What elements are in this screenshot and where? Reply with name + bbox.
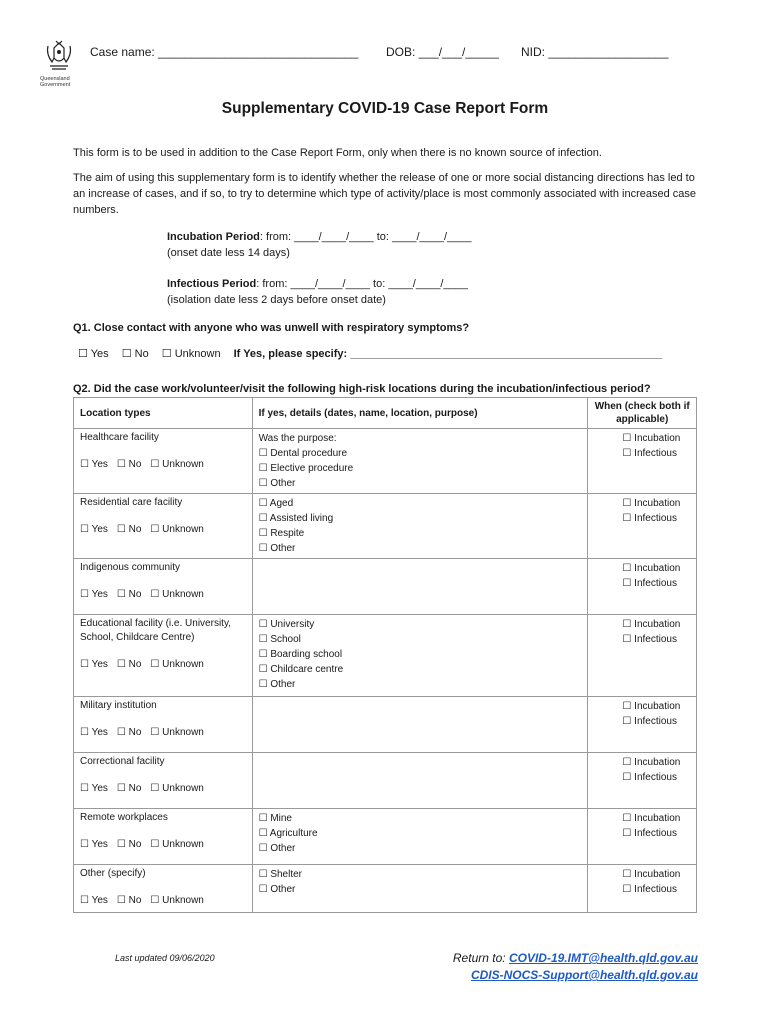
aim-text: The aim of using this supplementary form is to identify whether the release of one or more social distancing directions has led to an increase of cases, and if so, to try to determine which type of activity/place is most commonly associated with increased case numbers. [73, 172, 697, 216]
q1-yes-checkbox[interactable]: ☐ Yes [78, 348, 109, 360]
location-answer [80, 524, 246, 535]
infectious-note: (isolation date less 2 days before onset date) [167, 294, 386, 306]
infectious-checkbox[interactable]: ☐ Infectious [622, 448, 677, 459]
location-cell [74, 615, 253, 697]
page-title: Supplementary COVID-19 Case Report Form [221, 100, 549, 117]
details-option-checkbox[interactable]: ☐ Other [258, 478, 296, 489]
return-to [430, 950, 698, 984]
location-answer [80, 783, 246, 794]
location-answer [80, 839, 246, 850]
details-option-checkbox[interactable]: ☐ Other [258, 884, 296, 895]
location-cell [74, 559, 253, 615]
infectious-checkbox[interactable]: ☐ Infectious [622, 634, 677, 645]
qld-government-logo [40, 40, 78, 92]
no-checkbox[interactable]: ☐ No [116, 459, 142, 470]
table-header-row [74, 398, 697, 429]
when-cell [588, 809, 697, 865]
q1-unknown-checkbox[interactable]: ☐ Unknown [161, 348, 221, 360]
details-option-checkbox[interactable]: ☐ Boarding school [258, 649, 343, 660]
location-cell [74, 429, 253, 494]
details-option-checkbox[interactable]: ☐ Other [258, 543, 296, 554]
details-option-checkbox[interactable]: ☐ Shelter [258, 869, 303, 880]
when-cell [588, 559, 697, 615]
when-cell [588, 753, 697, 809]
logo-text: Queensland Government [40, 76, 71, 88]
details-option-checkbox[interactable]: ☐ Childcare centre [258, 664, 344, 675]
unknown-checkbox[interactable]: ☐ Unknown [150, 524, 204, 535]
location-cell [74, 865, 253, 913]
details-option-checkbox[interactable]: ☐ Assisted living [258, 513, 334, 524]
infectious-checkbox[interactable]: ☐ Infectious [622, 828, 677, 839]
location-answer [80, 659, 246, 670]
infectious-checkbox[interactable]: ☐ Infectious [622, 578, 677, 589]
yes-checkbox[interactable]: ☐ Yes [80, 839, 108, 850]
location-name: Other (specify) [80, 868, 146, 879]
table-row [74, 697, 697, 753]
unknown-checkbox[interactable]: ☐ Unknown [150, 659, 204, 670]
unknown-checkbox[interactable]: ☐ Unknown [150, 895, 204, 906]
infectious-checkbox[interactable]: ☐ Infectious [622, 513, 677, 524]
details-cell[interactable] [252, 494, 588, 559]
when-cell [588, 865, 697, 913]
no-checkbox[interactable]: ☐ No [116, 659, 142, 670]
location-name: Healthcare facility [80, 432, 159, 443]
details-option-checkbox[interactable]: ☐ Respite [258, 528, 305, 539]
location-cell [74, 753, 253, 809]
no-checkbox[interactable]: ☐ No [116, 524, 142, 535]
location-answer [80, 459, 246, 470]
no-checkbox[interactable]: ☐ No [116, 895, 142, 906]
unknown-checkbox[interactable]: ☐ Unknown [150, 727, 204, 738]
table-row [74, 865, 697, 913]
intro-text: This form is to be used in addition to the Case Report Form, only when there is no known source of infection. [73, 147, 602, 159]
details-cell[interactable] [252, 615, 588, 697]
details-option-checkbox[interactable]: ☐ Elective procedure [258, 463, 354, 474]
yes-checkbox[interactable]: ☐ Yes [80, 727, 108, 738]
table-row [74, 559, 697, 615]
incubation-label: Incubation Period [167, 231, 260, 243]
locations-table [73, 397, 697, 913]
incubation-checkbox[interactable]: ☐ Incubation [622, 813, 681, 824]
location-answer [80, 589, 246, 600]
location-name: Educational facility (i.e. University, School, Childcare Centre) [80, 618, 231, 643]
when-cell [588, 494, 697, 559]
details-cell[interactable] [252, 865, 588, 913]
details-prompt: Was the purpose: [258, 433, 337, 444]
header-location-types: Location types [74, 398, 253, 429]
yes-checkbox[interactable]: ☐ Yes [80, 589, 108, 600]
infectious-range[interactable]: : from: ____/____/____ to: ____/____/____ [256, 278, 468, 290]
q1-no-checkbox[interactable]: ☐ No [121, 348, 149, 360]
table-row [74, 753, 697, 809]
unknown-checkbox[interactable]: ☐ Unknown [150, 839, 204, 850]
case-name-field[interactable]: Case name: ______________________________ [90, 45, 359, 59]
location-name: Correctional facility [80, 756, 165, 767]
details-cell[interactable] [252, 753, 588, 809]
return-label: Return to: [452, 951, 506, 965]
infectious-checkbox[interactable]: ☐ Infectious [622, 772, 677, 783]
location-name: Military institution [80, 700, 157, 711]
details-option-checkbox[interactable]: ☐ University [258, 619, 315, 630]
incubation-checkbox[interactable]: ☐ Incubation [622, 869, 681, 880]
incubation-checkbox[interactable]: ☐ Incubation [622, 563, 681, 574]
q1-question: Q1. Close contact with anyone who was unwell with respiratory symptoms? [73, 322, 470, 334]
no-checkbox[interactable]: ☐ No [116, 839, 142, 850]
incubation-checkbox[interactable]: ☐ Incubation [622, 701, 681, 712]
incubation-note: (onset date less 14 days) [167, 247, 290, 259]
location-name: Indigenous community [80, 562, 181, 573]
header-when: When (check both if applicable) [588, 398, 697, 429]
yes-checkbox[interactable]: ☐ Yes [80, 783, 108, 794]
unknown-checkbox[interactable]: ☐ Unknown [150, 589, 204, 600]
table-row [74, 494, 697, 559]
header-details: If yes, details (dates, name, location, purpose) [252, 398, 588, 429]
details-option-checkbox[interactable]: ☐ Dental procedure [258, 448, 348, 459]
yes-checkbox[interactable]: ☐ Yes [80, 459, 108, 470]
infectious-label: Infectious Period [167, 278, 257, 290]
yes-checkbox[interactable]: ☐ Yes [80, 895, 108, 906]
location-name: Residential care facility [80, 497, 183, 508]
incubation-checkbox[interactable]: ☐ Incubation [622, 433, 681, 444]
incubation-checkbox[interactable]: ☐ Incubation [622, 757, 681, 768]
location-answer [80, 727, 246, 738]
incubation-period[interactable] [167, 229, 472, 245]
nid-field[interactable]: NID: __________________ [521, 45, 669, 59]
q1-options [78, 347, 662, 360]
unknown-checkbox[interactable]: ☐ Unknown [150, 459, 204, 470]
infectious-period[interactable] [167, 276, 468, 292]
details-cell[interactable] [252, 809, 588, 865]
details-option-checkbox[interactable]: ☐ Other [258, 843, 296, 854]
details-option-checkbox[interactable]: ☐ School [258, 634, 301, 645]
when-cell [588, 697, 697, 753]
when-cell [588, 615, 697, 697]
location-name: Remote workplaces [80, 812, 168, 823]
table-row [74, 615, 697, 697]
location-cell [74, 494, 253, 559]
incubation-checkbox[interactable]: ☐ Incubation [622, 498, 681, 509]
infectious-checkbox[interactable]: ☐ Infectious [622, 884, 677, 895]
email-link-cdis[interactable]: CDIS-NOCS-Support@health.qld.gov.au [470, 968, 698, 982]
details-option-checkbox[interactable]: ☐ Agriculture [258, 828, 318, 839]
email-link-imt[interactable]: COVID-19.IMT@health.qld.gov.au [508, 951, 698, 965]
location-cell [74, 809, 253, 865]
details-option-checkbox[interactable]: ☐ Mine [258, 813, 292, 824]
incubation-range[interactable]: : from: ____/____/____ to: ____/____/____ [259, 231, 472, 243]
no-checkbox[interactable]: ☐ No [116, 783, 142, 794]
no-checkbox[interactable]: ☐ No [116, 727, 142, 738]
q2-question: Q2. Did the case work/volunteer/visit the following high-risk locations during the incubation/infectious period? [73, 383, 651, 395]
when-cell [588, 429, 697, 494]
location-cell [74, 697, 253, 753]
details-option-checkbox[interactable]: ☐ Aged [258, 498, 294, 509]
details-option-checkbox[interactable]: ☐ Other [258, 679, 296, 690]
details-cell[interactable] [252, 559, 588, 615]
no-checkbox[interactable]: ☐ No [116, 589, 142, 600]
yes-checkbox[interactable]: ☐ Yes [80, 524, 108, 535]
coat-of-arms-icon [44, 40, 74, 74]
infectious-checkbox[interactable]: ☐ Infectious [622, 716, 677, 727]
details-cell[interactable] [252, 697, 588, 753]
yes-checkbox[interactable]: ☐ Yes [80, 659, 108, 670]
q1-specify-field[interactable]: If Yes, please specify: ___________________________________________________ [233, 348, 663, 360]
dob-field[interactable]: DOB: ___/___/_____ [386, 45, 499, 59]
table-row [74, 429, 697, 494]
unknown-checkbox[interactable]: ☐ Unknown [150, 783, 204, 794]
details-cell[interactable] [252, 429, 588, 494]
location-answer [80, 895, 246, 906]
table-row [74, 809, 697, 865]
incubation-checkbox[interactable]: ☐ Incubation [622, 619, 681, 630]
last-updated: Last updated 09/06/2020 [115, 953, 215, 963]
